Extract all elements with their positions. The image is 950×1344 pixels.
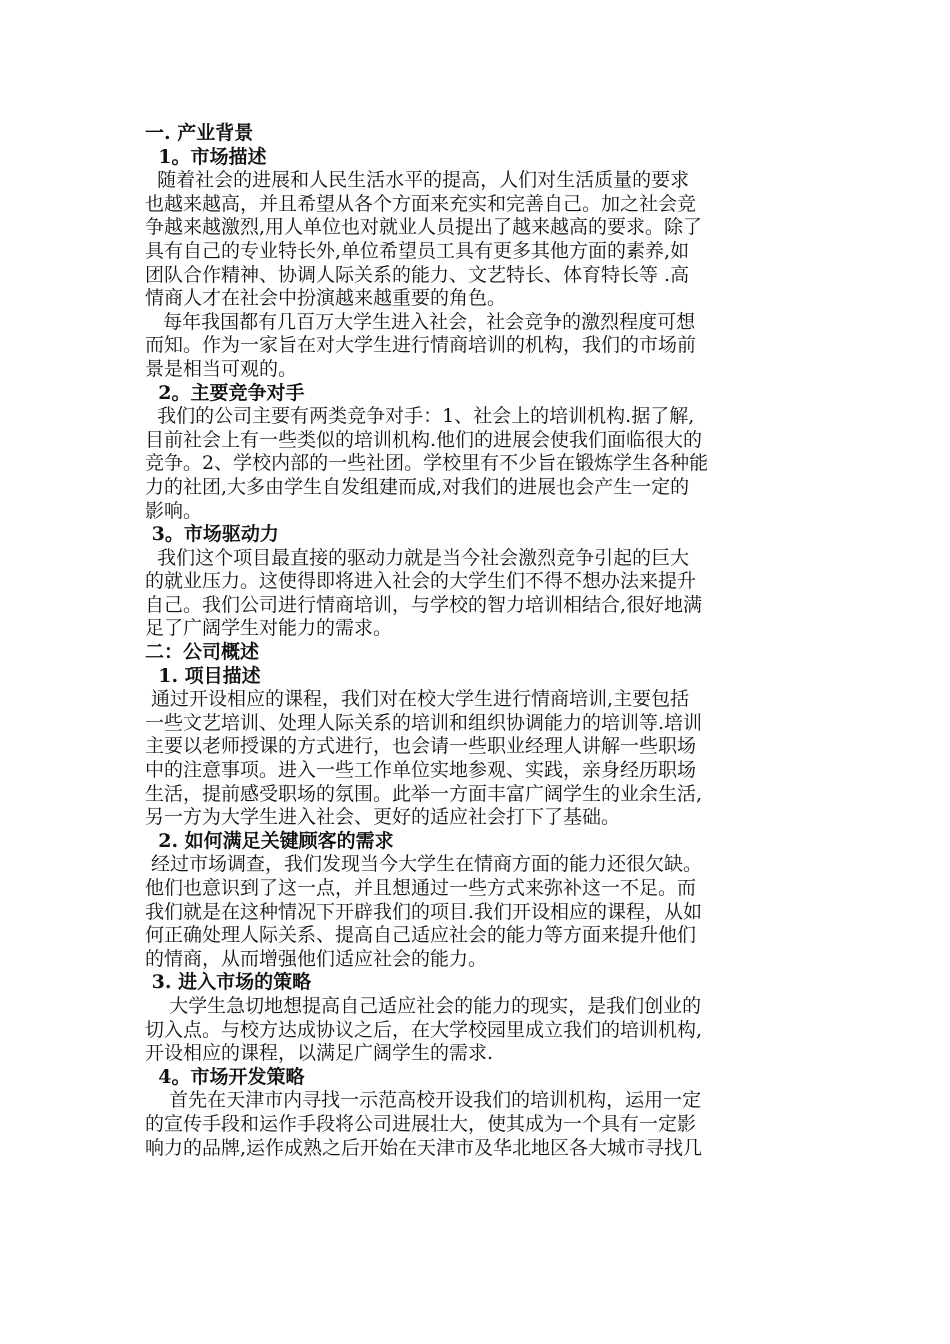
paragraph-line: 而知。作为一家旨在对大学生进行情商培训的机构，我们的市场前 (145, 334, 697, 357)
paragraph-line: 的宣传手段和运作手段将公司进展壮大，使其成为一个具有一定影 (145, 1112, 697, 1135)
paragraph-line: 足了广阔学生对能力的需求。 (145, 617, 393, 640)
paragraph-line: 争越来越激烈,用人单位也对就业人员提出了越来越高的要求。除了 (145, 216, 703, 239)
paragraph-line: 何正确处理人际关系、提高自己适应社会的能力等方面来提升他们 (145, 924, 697, 947)
paragraph-line: 开设相应的课程，以满足广阔学生的需求. (145, 1042, 494, 1065)
paragraph-line: 中的注意事项。进入一些工作单位实地参观、实践，亲身经历职场 (145, 759, 697, 782)
subsection-heading: 3. 进入市场的策略 (145, 971, 312, 994)
paragraph-line: 经过市场调查，我们发现当今大学生在情商方面的能力还很欠缺。 (145, 853, 703, 876)
paragraph-line: 影响。 (145, 499, 203, 522)
paragraph-line: 首先在天津市内寻找一示范高校开设我们的培训机构，运用一定 (145, 1089, 702, 1112)
subsection-heading: 2。主要竞争对手 (145, 381, 305, 404)
paragraph-line: 通过开设相应的课程，我们对在校大学生进行情商培训,主要包括 (145, 688, 690, 711)
paragraph-line: 的就业压力。这使得即将进入社会的大学生们不得不想办法来提升 (145, 570, 697, 593)
paragraph-line: 我们这个项目最直接的驱动力就是当今社会激烈竞争引起的巨大 (145, 546, 690, 569)
paragraph-line: 大学生急切地想提高自己适应社会的能力的现实，是我们创业的 (145, 994, 702, 1017)
subsection-heading: 4。市场开发策略 (145, 1065, 305, 1088)
paragraph-line: 自己。我们公司进行情商培训，与学校的智力培训相结合,很好地满 (145, 593, 703, 616)
paragraph-line: 也越来越高，并且希望从各个方面来充实和完善自己。加之社会竞 (145, 192, 697, 215)
paragraph-line: 力的社团,大多由学生自发组建而成,对我们的进展也会产生一定的 (145, 475, 690, 498)
paragraph-line: 主要以老师授课的方式进行，也会请一些职业经理人讲解一些职场 (145, 735, 697, 758)
paragraph-line: 我们就是在这种情况下开辟我们的项目.我们开设相应的课程，从如 (145, 900, 703, 923)
paragraph-line: 景是相当可观的。 (145, 357, 298, 380)
section-heading: 一. 产业背景 (145, 122, 254, 144)
paragraph-line: 每年我国都有几百万大学生进入社会，社会竞争的激烈程度可想 (145, 310, 696, 333)
paragraph-line: 具有自己的专业特长外,单位希望员工具有更多其他方面的素养,如 (145, 239, 690, 262)
paragraph-line: 一些文艺培训、处理人际关系的培训和组织协调能力的培训等.培训 (145, 711, 703, 734)
paragraph-line: 的情商，从而增强他们适应社会的能力。 (145, 947, 488, 970)
subsection-heading: 1. 项目描述 (145, 664, 261, 687)
paragraph-line: 竞争。2、学校内部的一些社团。学校里有不少旨在锻炼学生各种能 (145, 452, 709, 475)
paragraph-line: 随着社会的进展和人民生活水平的提高，人们对生活质量的要求 (145, 169, 690, 192)
paragraph-line: 目前社会上有一些类似的培训机构.他们的进展会使我们面临很大的 (145, 428, 703, 451)
paragraph-line: 团队合作精神、协调人际关系的能力、文艺特长、体育特长等 .高 (145, 263, 690, 286)
paragraph-line: 情商人才在社会中扮演越来越重要的角色。 (145, 287, 507, 310)
subsection-heading: 3。市场驱动力 (145, 523, 279, 546)
section-heading: 二：公司概述 (145, 641, 260, 664)
paragraph-line: 他们也意识到了这一点，并且想通过一些方式来弥补这一不足。而 (145, 877, 697, 899)
paragraph-line: 另一方为大学生进入社会、更好的适应社会打下了基础。 (145, 806, 621, 829)
paragraph-line: 生活，提前感受职场的氛围。此举一方面丰富广阔学生的业余生活, (145, 782, 703, 805)
document-page (145, 122, 805, 1160)
subsection-heading: 2. 如何满足关键顾客的需求 (145, 829, 394, 852)
paragraph-line: 切入点。与校方达成协议之后，在大学校园里成立我们的培训机构, (145, 1018, 703, 1041)
paragraph-line: 响力的品牌,运作成熟之后开始在天津市及华北地区各大城市寻找几 (145, 1136, 703, 1159)
paragraph-line: 我们的公司主要有两类竞争对手：1、社会上的培训机构.据了解, (145, 405, 695, 428)
subsection-heading: 1。市场描述 (145, 145, 267, 168)
